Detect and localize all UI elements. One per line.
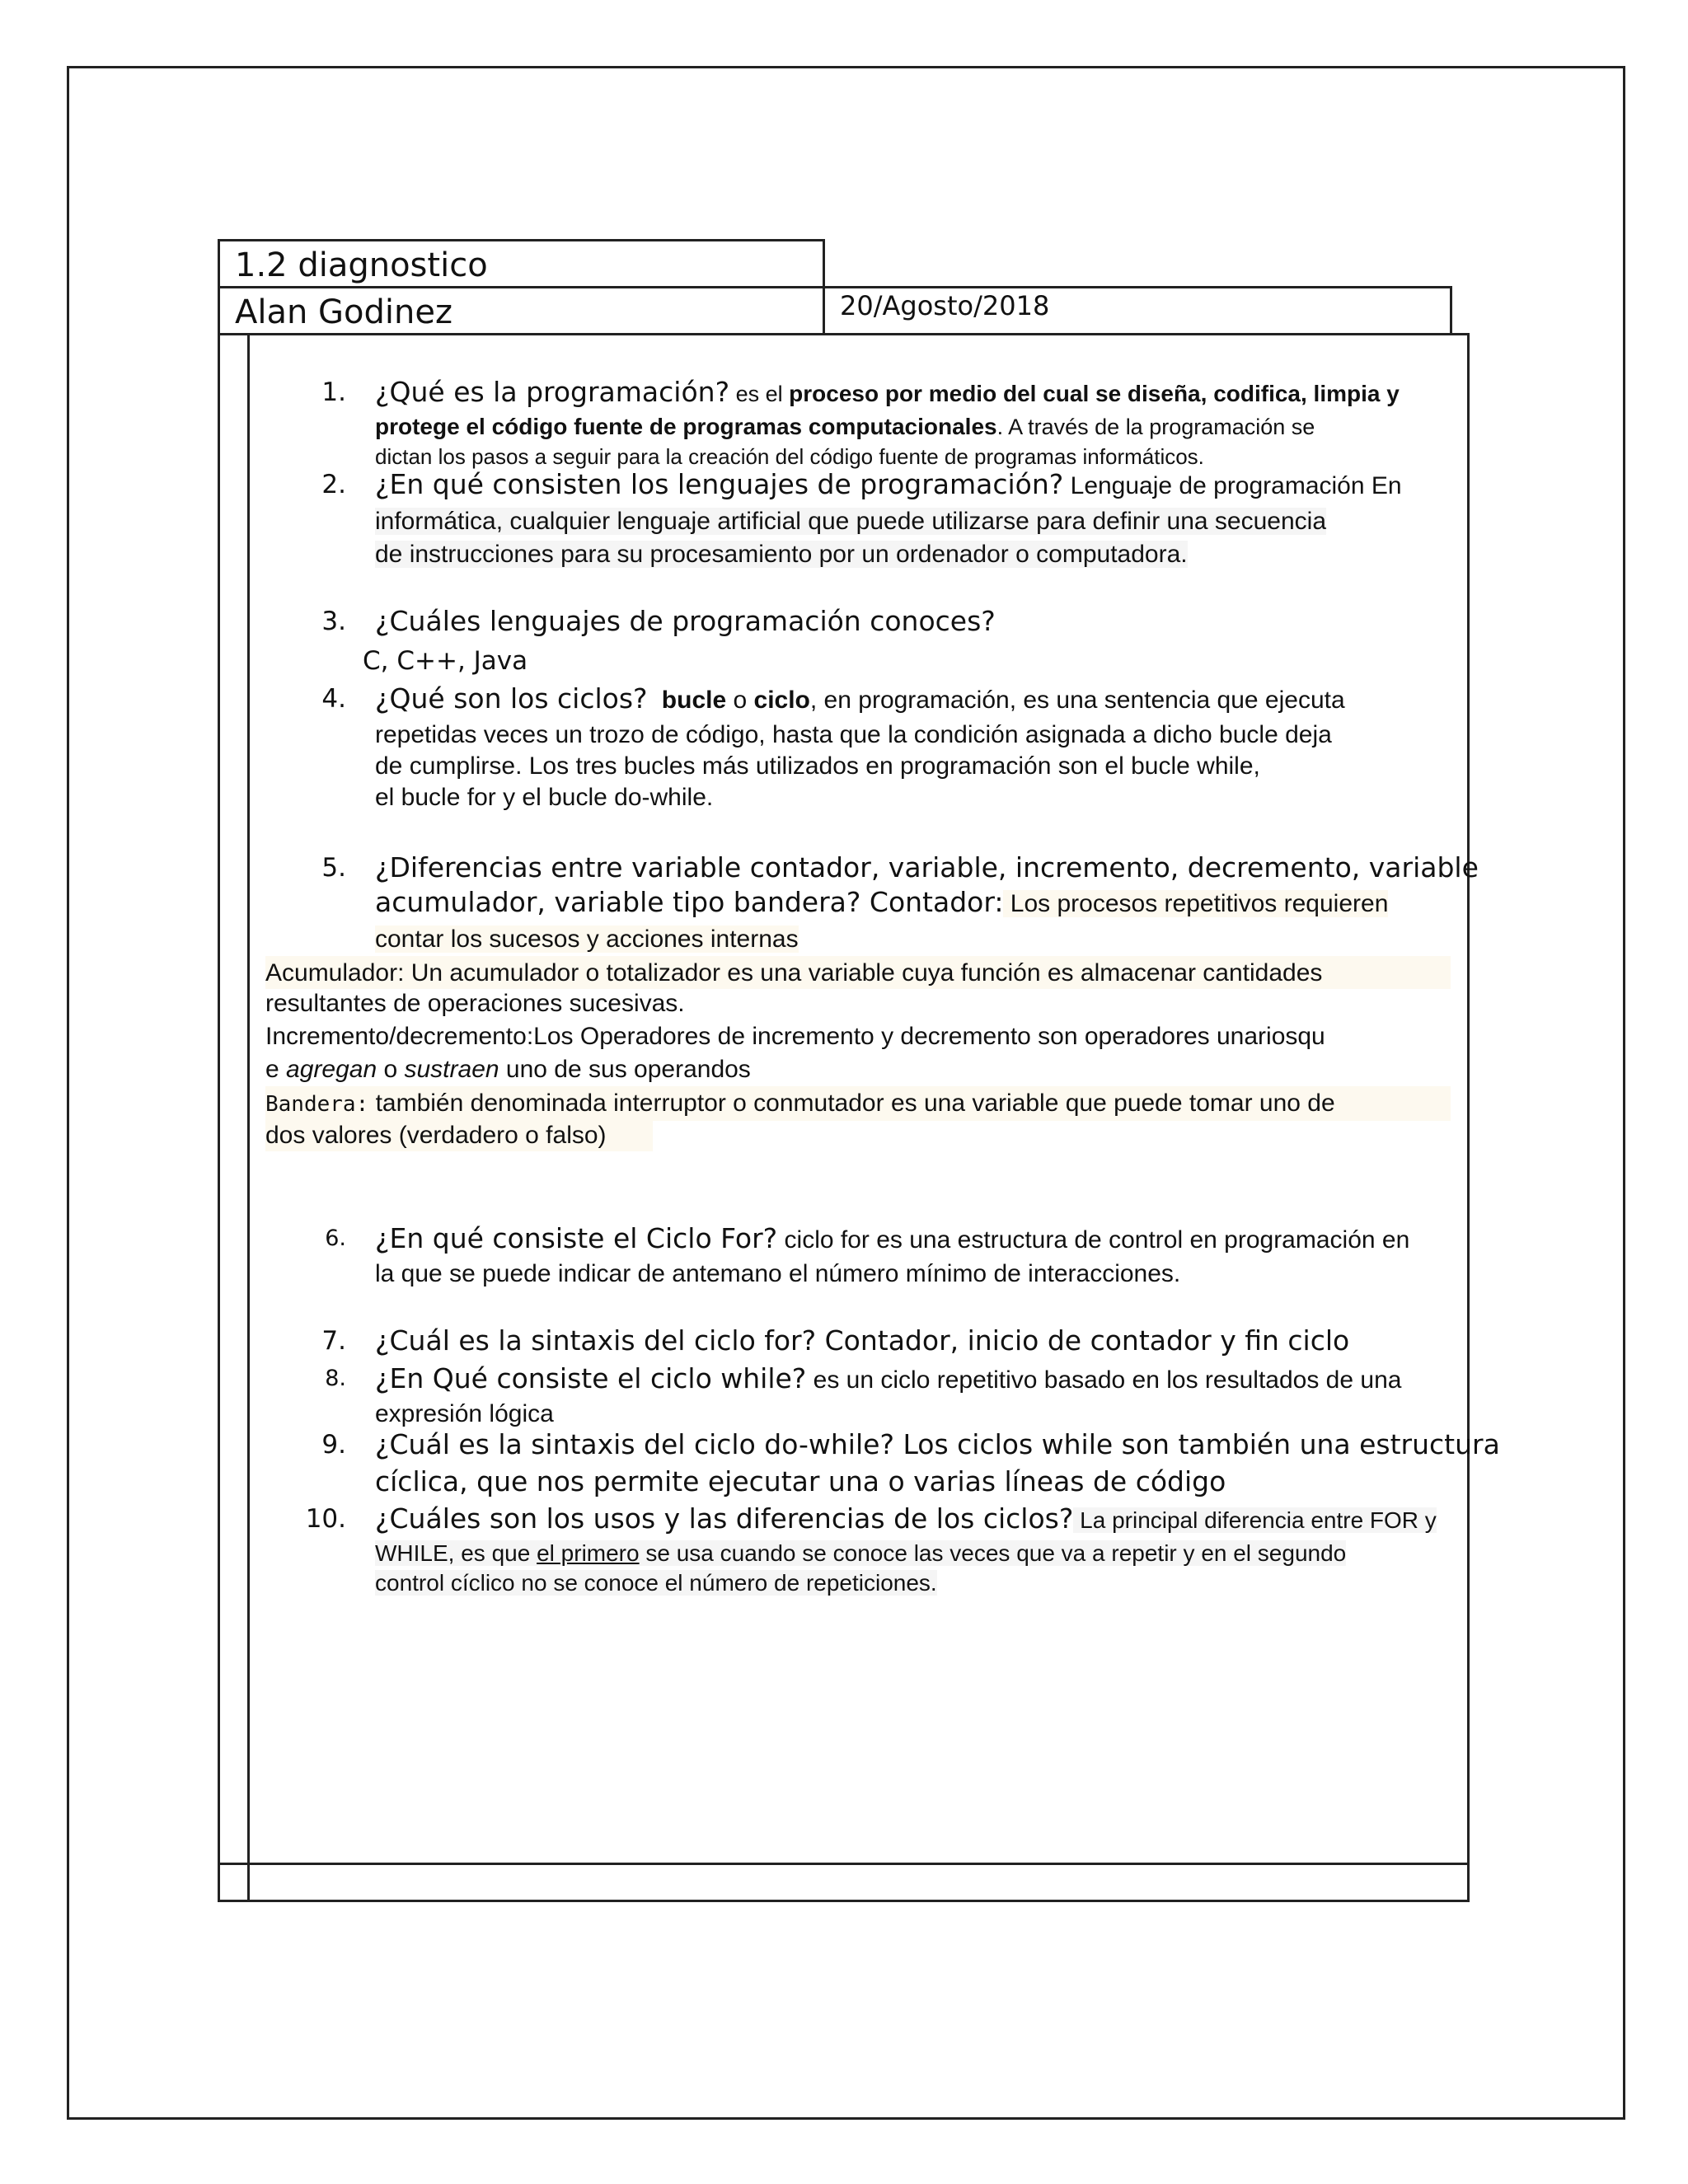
- question-number: 6.: [325, 1226, 346, 1251]
- document-date: 20/Agosto/2018: [840, 290, 1050, 321]
- answer-bold-text: bucle: [661, 687, 727, 714]
- answer-text: repetidas veces un trozo de código, hasta que la condición asignada a dicho bucle deja: [375, 721, 1332, 748]
- incremento-line-1: [265, 1019, 1451, 1052]
- question-8-text: [375, 1362, 1463, 1396]
- question-2-line-3: [375, 537, 1447, 570]
- answer-text: uno de sus operandos: [499, 1056, 751, 1083]
- question-number: 10.: [305, 1504, 346, 1534]
- frame-top-line: [857, 333, 1470, 335]
- answer-text: e: [265, 1056, 287, 1083]
- answer-text: es un ciclo repetitivo basado en los resultados de una: [806, 1366, 1402, 1394]
- question-5-line-2: [375, 886, 1463, 920]
- frame-right-line: [1467, 333, 1470, 1902]
- question-3-answer: [363, 644, 1434, 677]
- question-text: acumulador, variable tipo bandera? Contador:: [375, 886, 1004, 918]
- answer-text: la que se puede indicar de antemano el número mínimo de interacciones.: [375, 1260, 1181, 1287]
- answer-label: Incremento/decremento:: [265, 1023, 534, 1050]
- answer-text: C, C++, Java: [363, 646, 528, 676]
- question-9-line-2: [375, 1465, 1463, 1498]
- answer-bold-text: protege el código fuente de programas computacionales: [375, 414, 997, 439]
- student-name: Alan Godinez: [235, 293, 452, 331]
- answer-text: WHILE, es que: [375, 1540, 537, 1566]
- frame-bottom-line: [218, 1900, 1470, 1902]
- frame-inner-left-line: [247, 333, 250, 1902]
- question-7-text: [375, 1324, 1463, 1357]
- question-text: ¿Qué es la programación?: [375, 376, 730, 408]
- question-text: ¿En qué consiste el Ciclo For?: [375, 1222, 778, 1254]
- question-number: 4.: [321, 684, 346, 714]
- answer-bold-text: proceso por medio del cual se diseña, codifica, limpia y: [789, 381, 1400, 406]
- answer-italic-text: agregan: [286, 1056, 377, 1083]
- question-10-line-2: [375, 1536, 1463, 1569]
- answer-text: o: [726, 687, 754, 714]
- question-2-line-2: [375, 504, 1447, 537]
- answer-text: Los procesos repetitivos requieren: [1003, 890, 1389, 917]
- answer-text: Los Operadores de incremento y decremento son operadores unariosqu: [533, 1023, 1325, 1050]
- question-4-line-3: [375, 749, 1463, 782]
- question-1-text: [375, 376, 1447, 410]
- frame-lower-line: [218, 1863, 1470, 1865]
- bandera-line-1: [265, 1086, 1451, 1121]
- question-6-line-2: [375, 1257, 1463, 1290]
- answer-text: informática, cualquier lenguaje artificial que puede utilizarse para definir una secuencia: [375, 508, 1327, 535]
- question-9-text: [375, 1428, 1500, 1461]
- question-number: 2.: [321, 470, 346, 499]
- question-10-text: [375, 1502, 1463, 1536]
- question-number: 8.: [325, 1366, 346, 1391]
- question-4-text: [375, 682, 1463, 716]
- answer-bold-text: ciclo: [753, 687, 810, 714]
- question-number: 5.: [321, 853, 346, 883]
- answer-text: es el: [729, 382, 790, 406]
- answer-text: dictan los pasos a seguir para la creación del código fuente de programas informáticos.: [375, 444, 1204, 469]
- answer-text: también denominada interruptor o conmutador es una variable que puede tomar uno de: [368, 1090, 1335, 1117]
- question-number: 3.: [321, 607, 346, 636]
- question-6-text: [375, 1222, 1463, 1256]
- question-number: 9.: [321, 1430, 346, 1460]
- acumulador-line-2: [265, 987, 1451, 1019]
- question-text: ¿Cuáles son los usos y las diferencias de los ciclos?: [375, 1502, 1074, 1535]
- question-text: ¿Cuál es la sintaxis del ciclo for? Contador, inicio de contador y fin ciclo: [375, 1324, 1350, 1357]
- answer-text: ciclo for es una estructura de control en programación en: [777, 1226, 1410, 1254]
- answer-text: el bucle for y el bucle do-while.: [375, 784, 714, 811]
- answer-label: Bandera:: [265, 1092, 369, 1117]
- question-2-text: [375, 468, 1447, 502]
- question-text: ¿Diferencias entre variable contador, variable, incremento, decremento, variable: [375, 851, 1479, 883]
- answer-text: dos valores (verdadero o falso): [265, 1122, 607, 1149]
- question-5-text: [375, 851, 1479, 884]
- incremento-line-2: [265, 1052, 1451, 1085]
- answer-text: La principal diferencia entre FOR y: [1073, 1507, 1437, 1533]
- answer-text: expresión lógica: [375, 1400, 554, 1427]
- question-text: ¿Qué son los ciclos?: [375, 682, 648, 715]
- question-number: 1.: [321, 377, 346, 407]
- answer-text: resultantes de operaciones sucesivas.: [265, 990, 685, 1017]
- frame-left-line: [218, 333, 220, 1902]
- question-text: ¿En qué consisten los lenguajes de programación?: [375, 468, 1064, 500]
- question-text: cíclica, que nos permite ejecutar una o varias líneas de código: [375, 1465, 1226, 1497]
- bandera-line-2: [265, 1118, 653, 1151]
- question-8-line-2: [375, 1397, 1463, 1430]
- answer-text: contar los sucesos y acciones internas: [375, 926, 799, 953]
- title-cell: [218, 239, 825, 288]
- question-text: ¿Cuáles lenguajes de programación conoces?: [375, 605, 996, 637]
- answer-text: Acumulador: Un acumulador o totalizador es una variable cuya función es almacenar cantidades: [265, 959, 1323, 987]
- question-5-line-3: [375, 922, 1463, 955]
- document-title: 1.2 diagnostico: [235, 246, 488, 284]
- question-1-line-2: [375, 410, 1447, 443]
- question-4-line-4: [375, 780, 1463, 813]
- acumulador-line-1: [265, 956, 1451, 989]
- question-4-line-2: [375, 718, 1463, 751]
- answer-text: control cíclico no se conoce el número de repeticiones.: [375, 1570, 937, 1596]
- name-cell: [218, 286, 825, 335]
- date-cell: [823, 286, 1452, 335]
- question-10-line-3: [375, 1566, 1463, 1599]
- answer-text: de cumplirse. Los tres bucles más utilizados en programación son el bucle while,: [375, 752, 1260, 780]
- answer-italic-text: sustraen: [404, 1056, 499, 1083]
- answer-text: . A través de la programación se: [996, 415, 1315, 439]
- answer-text: de instrucciones para su procesamiento por un ordenador o computadora.: [375, 541, 1188, 568]
- question-3-text: [375, 605, 1447, 638]
- question-text: ¿Cuál es la sintaxis del ciclo do-while? Los ciclos while son también una estructura: [375, 1428, 1500, 1460]
- answer-text: Lenguaje de programación En: [1063, 472, 1402, 499]
- question-number: 7.: [321, 1326, 346, 1356]
- answer-text: , en programación, es una sentencia que ejecuta: [809, 687, 1345, 714]
- answer-underlined-text: el primero: [537, 1540, 640, 1566]
- answer-text: se usa cuando se conoce las veces que va a repetir y en el segundo: [639, 1540, 1347, 1566]
- question-text: ¿En Qué consiste el ciclo while?: [375, 1362, 807, 1394]
- answer-text: o: [377, 1056, 405, 1083]
